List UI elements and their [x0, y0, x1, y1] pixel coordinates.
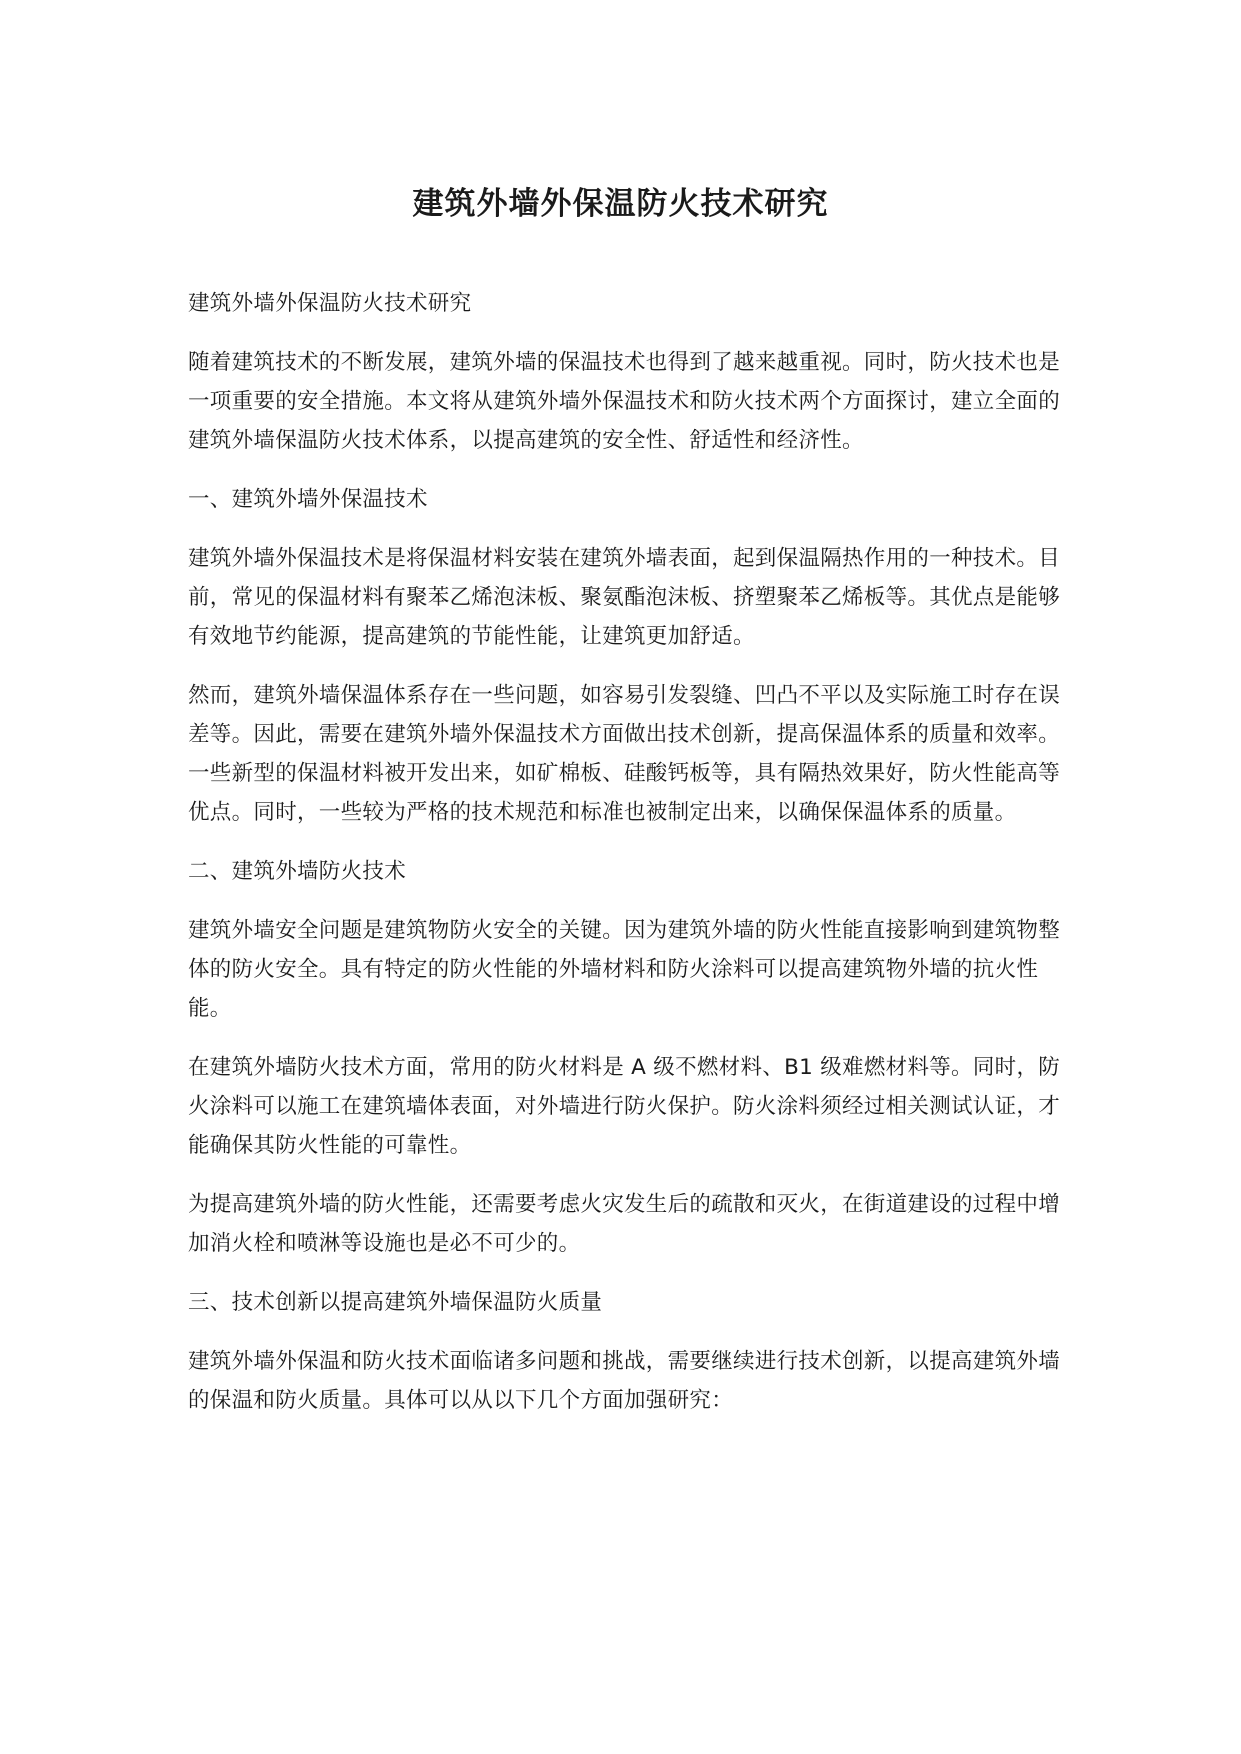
section-1-heading: 一、建筑外墙外保温技术	[188, 487, 428, 512]
section-1-paragraph-2: 然而，建筑外墙保温体系存在一些问题，如容易引发裂缝、凹凸不平以及实际施工时存在误差等。因此，需要在建筑外墙外保温技术方面做出技术创新，提高保温体系的质量和效率。 一些新型的保温材料被开发出来，如矿棉板、硅酸钙板等，具有隔热效果好，防火性能高等优点。同时，一些较为严格的技术规范和标准也被制定出来，以确保保温体系的质量。	[188, 683, 1061, 825]
section-2-paragraph-1: 建筑外墙安全问题是建筑物防火安全的关键。因为建筑外墙的防火性能直接影响到建筑物整体的防火安全。具有特定的防火性能的外墙材料和防火涂料可以提高建筑物外墙的抗火性能。	[188, 918, 1061, 1021]
section-3-paragraph-1: 建筑外墙外保温和防火技术面临诸多问题和挑战，需要继续进行技术创新，以提高建筑外墙的保温和防火质量。具体可以从以下几个方面加强研究：	[188, 1349, 1061, 1413]
document-subtitle: 建筑外墙外保温防火技术研究	[188, 291, 472, 316]
intro-paragraph: 随着建筑技术的不断发展，建筑外墙的保温技术也得到了越来越重视。同时，防火技术也是一项重要的安全措施。本文将从建筑外墙外保温技术和防火技术两个方面探讨，建立全面的建筑外墙保温防火技术体系，以提高建筑的安全性、舒适性和经济性。	[188, 350, 1061, 453]
section-3-heading: 三、技术创新以提高建筑外墙保温防火质量	[188, 1290, 603, 1315]
section-2-paragraph-3: 为提高建筑外墙的防火性能，还需要考虑火灾发生后的疏散和灭火，在街道建设的过程中增加消火栓和喷淋等设施也是必不可少的。	[188, 1192, 1061, 1256]
section-1-paragraph-1: 建筑外墙外保温技术是将保温材料安装在建筑外墙表面，起到保温隔热作用的一种技术。目前，常见的保温材料有聚苯乙烯泡沫板、聚氨酯泡沫板、挤塑聚苯乙烯板等。其优点是能够有效地节约能源，提高建筑的节能性能，让建筑更加舒适。	[188, 546, 1061, 649]
document-title: 建筑外墙外保温防火技术研究	[412, 186, 829, 222]
document-body	[188, 284, 1076, 1420]
section-2-paragraph-2: 在建筑外墙防火技术方面，常用的防火材料是 A 级不燃材料、B1 级难燃材料等。同时，防火涂料可以施工在建筑墙体表面，对外墙进行防火保护。防火涂料须经过相关测试认证，才能确保其防火性能的可靠性。	[188, 1055, 1061, 1158]
section-2-heading: 二、建筑外墙防火技术	[188, 859, 407, 884]
